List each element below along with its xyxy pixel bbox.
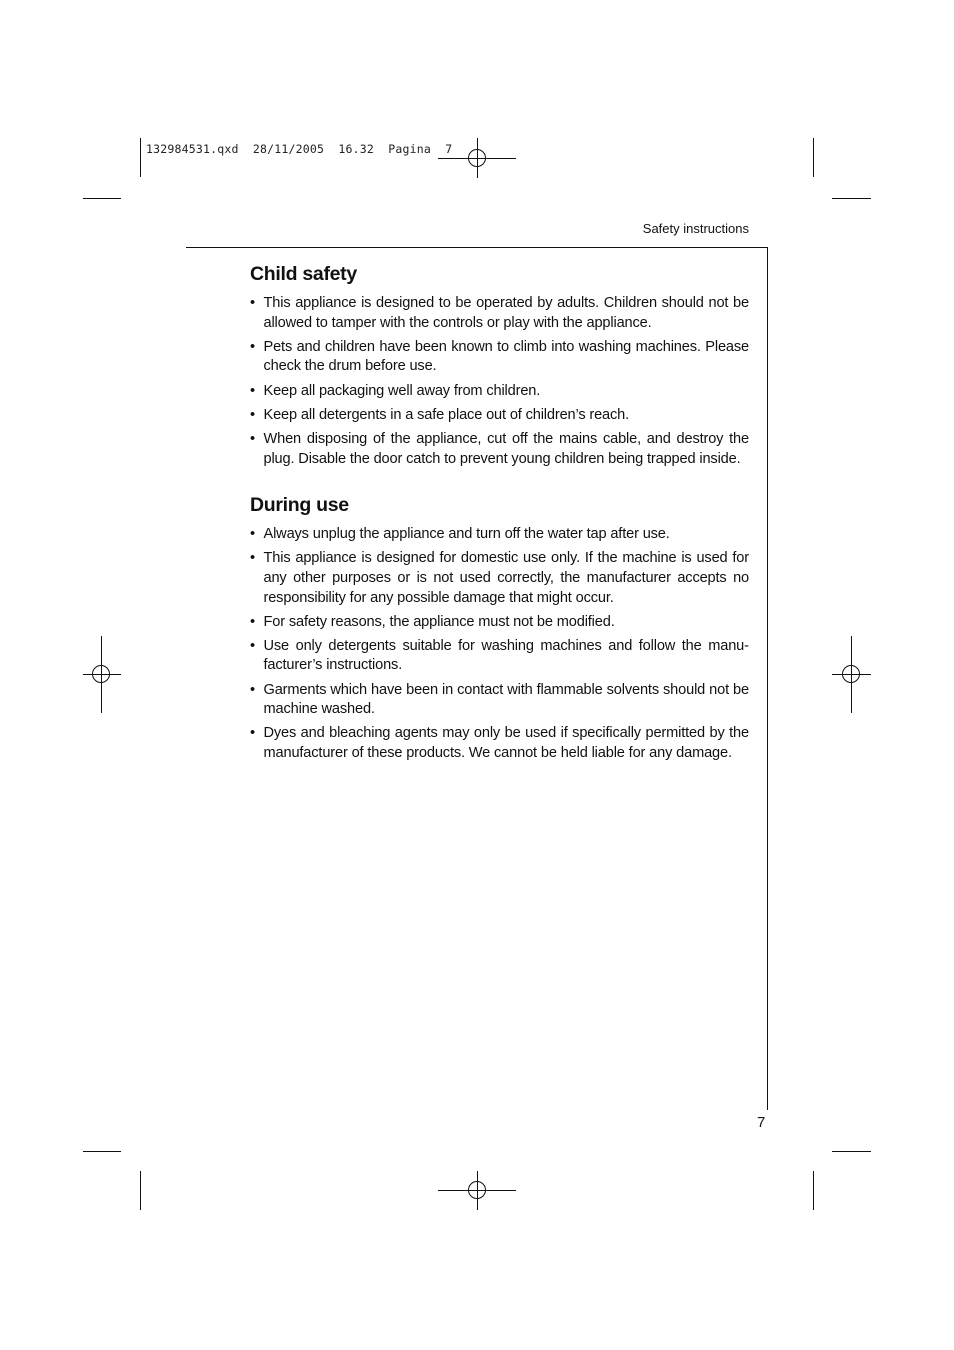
list-item-text: Always unplug the appliance and turn off the water tap after use.	[263, 526, 670, 543]
list-item-text: When disposing of the appliance, cut off the mains cable, and destroy the plug. Disable the door catch to prevent young children being trapped inside.	[263, 430, 749, 467]
list-item	[250, 430, 749, 469]
bullet-icon: •	[250, 637, 255, 654]
bullet-icon: •	[250, 295, 255, 311]
bullet-list	[250, 294, 749, 469]
list-item-text: Garments which have been in contact with flammable solvents should not be machine washed.	[263, 681, 749, 718]
crop-mark-bottom-left-vertical	[140, 1171, 141, 1210]
crop-mark-bottom-right-vertical	[813, 1171, 814, 1210]
list-item	[250, 549, 749, 608]
margin-rule	[767, 247, 768, 1110]
list-item	[250, 406, 749, 426]
section-during-use	[250, 491, 749, 764]
header-rule	[186, 247, 768, 248]
bullet-icon: •	[250, 382, 255, 399]
bullet-icon: •	[250, 613, 255, 630]
bullet-icon: •	[250, 550, 255, 567]
list-item-text: This appliance is designed for domestic use only. If the machine is used for any other purposes or is not used correctly, the manufacturer accepts no responsibility for any possible damage that might occur.	[263, 550, 749, 606]
crop-mark-top-left-vertical	[140, 138, 141, 177]
list-item-text: For safety reasons, the appliance must not be modified.	[263, 613, 615, 630]
crop-mark-bottom-left-horizontal	[83, 1151, 121, 1152]
list-item-text: This appliance is designed to be operated by adults. Children should not be allowed to tamper with the controls or play with the appliance.	[263, 295, 749, 331]
crop-mark-top-right-horizontal	[832, 198, 871, 199]
print-slug: 132984531.qxd 28/11/2005 16.32 Pagina 7	[146, 142, 453, 156]
bullet-icon: •	[250, 725, 255, 742]
section-child-safety	[250, 260, 749, 469]
bullet-icon: •	[250, 430, 255, 447]
list-item	[250, 613, 749, 633]
bullet-icon: •	[250, 406, 255, 423]
list-item-text: Keep all detergents in a safe place out of children’s reach.	[263, 406, 630, 423]
list-item-text: Pets and children have been known to climb into washing machines. Please check the drum before use.	[263, 338, 749, 375]
bullet-icon: •	[250, 526, 255, 543]
page-content	[250, 260, 749, 786]
section-heading: Child safety	[250, 263, 357, 285]
list-item	[250, 382, 749, 402]
bullet-list	[250, 525, 749, 764]
section-heading: During use	[250, 494, 349, 517]
list-item-text: Use only detergents suitable for washing machines and follow the manufacturer’s instructions.	[263, 637, 749, 674]
page-number: 7	[757, 1114, 766, 1131]
list-item	[250, 294, 749, 333]
bullet-icon: •	[250, 681, 255, 698]
list-item	[250, 681, 749, 720]
list-item-text: Dyes and bleaching agents may only be used if specifically permitted by the manufacturer of these products. We cannot be held liable for any damage.	[263, 725, 749, 762]
crop-mark-bottom-right-horizontal	[832, 1151, 871, 1152]
list-item	[250, 724, 749, 763]
crop-mark-top-left-horizontal	[83, 198, 121, 199]
running-head: Safety instructions	[642, 221, 749, 236]
bullet-icon: •	[250, 338, 255, 355]
list-item	[250, 338, 749, 377]
list-item-text: Keep all packaging well away from children.	[263, 382, 541, 399]
list-item	[250, 525, 749, 545]
crop-mark-top-right-vertical	[813, 138, 814, 177]
list-item	[250, 637, 749, 676]
